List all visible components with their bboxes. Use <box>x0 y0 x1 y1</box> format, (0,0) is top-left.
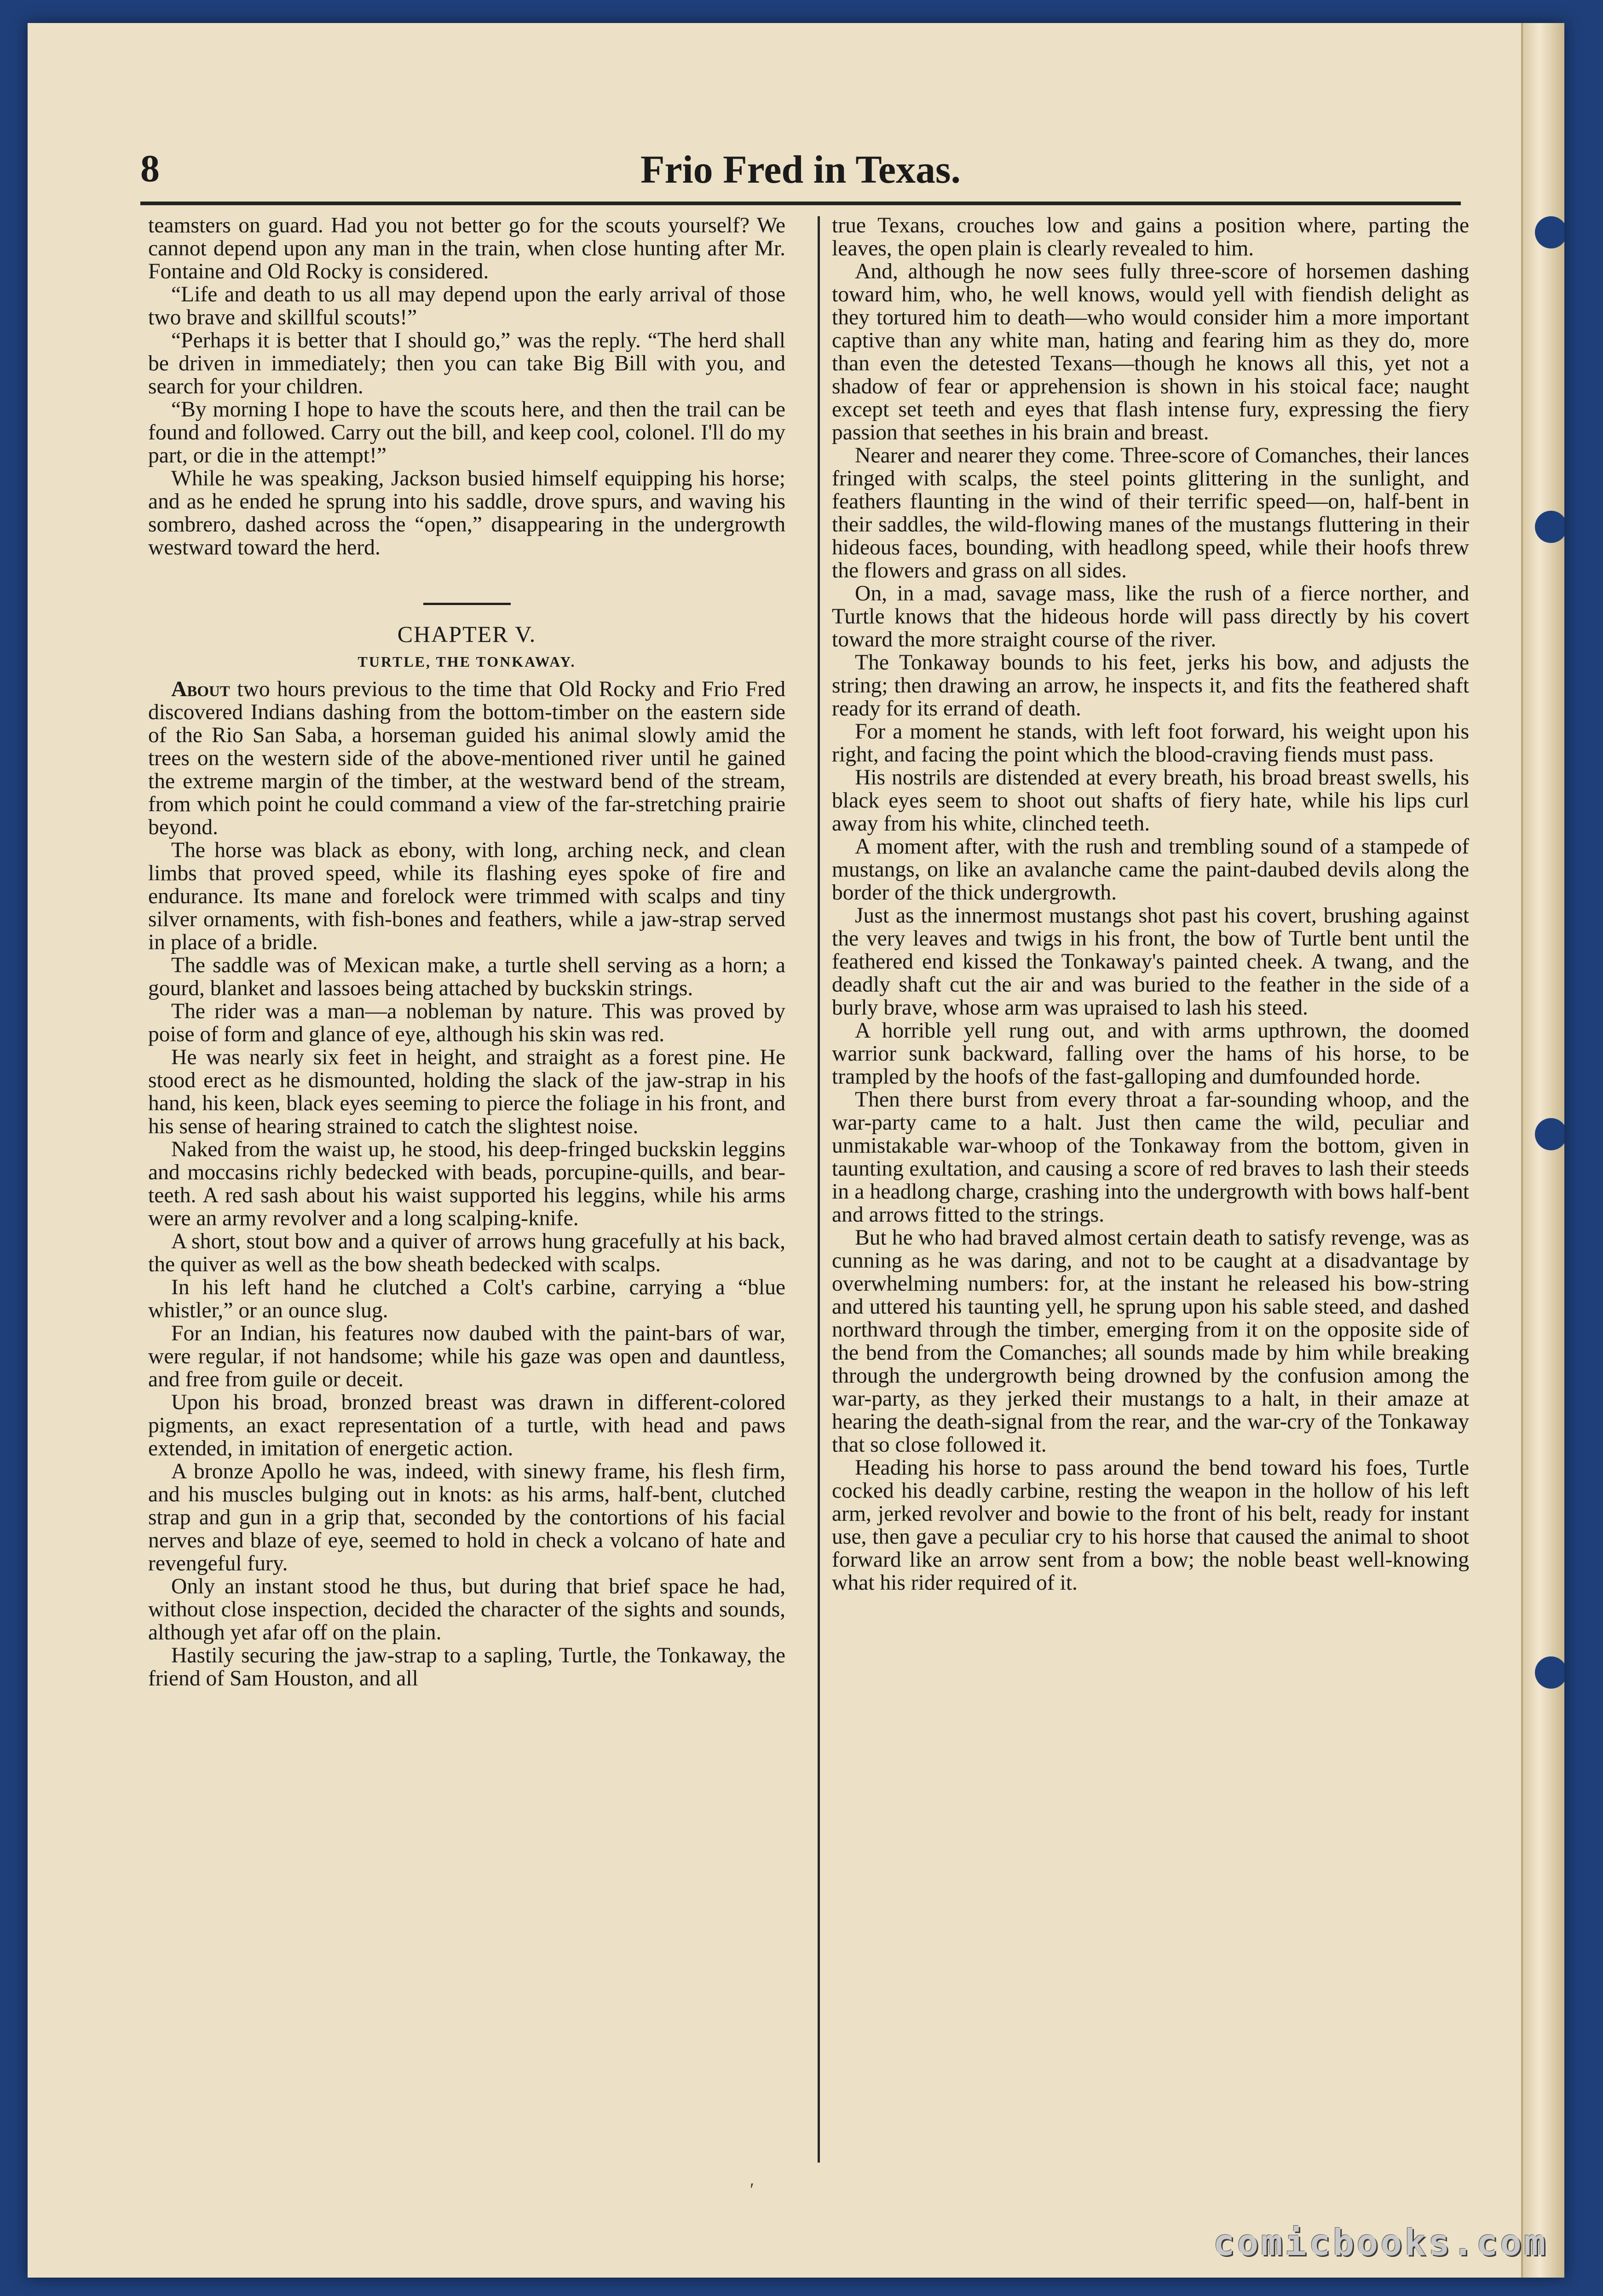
page-binding <box>1521 23 1564 2278</box>
paragraph: He was nearly six feet in height, and straight as a forest pine. He stood erect as he dismounted, holding the slack of the jaw-strap in his hand, his keen, black eyes seeming to pierce the foliage in his front, and his sense of hearing strained to catch the slightest noise. <box>148 1045 785 1138</box>
paragraph: The horse was black as ebony, with long, arching neck, and clean limbs that proved speed, while its flashing eyes spoke of fire and endurance. Its mane and forelock were trimmed with scalps and tiny silver ornaments, with fish-bones and feathers, while a jaw-strap served in place of a bridle. <box>148 838 785 954</box>
paragraph: Then there burst from every throat a far-sounding whoop, and the war-party came to a halt. Just then came the wild, peculiar and unmistakable war-whoop of the Tonkaway from the bottom, given in taunting exultation, and causing a score of red braves to lash their steeds in a headlong charge, crashing into the undergrowth with bows half-bent and arrows fitted to the strings. <box>832 1088 1469 1227</box>
stitch-mark <box>1535 1118 1564 1150</box>
stitch-mark <box>1535 216 1564 248</box>
paragraph: A short, stout bow and a quiver of arrows hung gracefully at his back, the quiver as well as the bow sheath bedecked with scalps. <box>148 1229 785 1276</box>
stitch-mark <box>1535 1656 1564 1689</box>
column-divider <box>818 216 820 2163</box>
stitch-mark <box>1535 511 1564 543</box>
paragraph: A horrible yell rung out, and with arms upthrown, the doomed warrior sunk backward, falling over the hams of his horse, to be trampled by the hoofs of the fast-galloping and dumfounded horde. <box>832 1019 1469 1089</box>
paragraph: Only an instant stood he thus, but during that brief space he had, without close inspection, decided the character of the sights and sounds, although yet afar off on the plain. <box>148 1575 785 1644</box>
paragraph: true Texans, crouches low and gains a position where, parting the leaves, the open plain is clearly revealed to him. <box>832 214 1469 260</box>
paragraph: teamsters on guard. Had you not better go for the scouts yourself? We cannot depend upon any man in the train, when close hunting after Mr. Fontaine and Old Rocky is considered. <box>148 214 785 283</box>
site-watermark: comicbooks.com <box>1213 2222 1548 2264</box>
page-header <box>140 146 1461 197</box>
paragraph: The saddle was of Mexican make, a turtle shell serving as a horn; a gourd, blanket and lassoes being attached by buckskin strings. <box>148 953 785 1000</box>
paragraph: And, although he now sees fully three-score of horsemen dashing toward him, who, he well knows, would yell with fiendish delight as they tortured him to death—who would consider him a more important captive than any white man, hating and fearing him as they do, more than even the detested Texans—though he knows all this, yet not a shadow of fear or apprehension is shown in his stoical face; naught except set teeth and eyes that flash intense fury, expressing the fiery passion that seethes in his brain and breast. <box>832 260 1469 444</box>
paragraph: Heading his horse to pass around the bend toward his foes, Turtle cocked his deadly carbine, resting the weapon in the hollow of his left arm, jerked revolver and bowie to the front of his belt, ready for instant use, then gave a peculiar cry to his horse that caused the animal to shoot forward like an arrow sent from a bow; the noble beast well-knowing what his rider required of it. <box>832 1456 1469 1595</box>
header-rule <box>140 202 1461 205</box>
paragraph: “By morning I hope to have the scouts here, and then the trail can be found and followed. Carry out the bill, and keep cool, colonel. I'll do my part, or die in the attempt!” <box>148 398 785 467</box>
chapter-divider <box>423 603 511 605</box>
paragraph: “Perhaps it is better that I should go,” was the reply. “The herd shall be driven in immediately; then you can take Big Bill with you, and search for your children. <box>148 329 785 398</box>
paragraph: Hastily securing the jaw-strap to a sapling, Turtle, the Tonkaway, the friend of Sam Houston, and all <box>148 1644 785 1690</box>
paragraph: For a moment he stands, with left foot forward, his weight upon his right, and facing the point which the blood-craving fiends must pass. <box>832 720 1469 767</box>
chapter-subtitle: TURTLE, THE TONKAWAY. <box>358 653 576 670</box>
printer-mark: ′ <box>750 2179 754 2200</box>
paragraph: But he who had braved almost certain death to satisfy revenge, was as cunning as he was daring, and not to be caught at a disadvantage by overwhelming numbers: for, at the instant he released his bow-string and uttered his taunting yell, he sprung upon his sable steed, and dashed northward through the timber, emerging from it on the opposite side of the bend from the Comanches; all sounds made by him while breaking through the undergrowth being drowned by the confusion among the war-party, as they jerked their mustangs to a halt, in their amaze at hearing the death-signal from the rear, and the war-cry of the Tonkaway that so close followed it. <box>832 1226 1469 1457</box>
paragraph: While he was speaking, Jackson busied himself equipping his horse; and as he ended he sprung into his saddle, drove spurs, and waving his sombrero, dashed across the “open,” disappearing in the undergrowth westward toward the herd. <box>148 467 785 560</box>
paragraph: The rider was a man—a nobleman by nature. This was proved by poise of form and glance of eye, although his skin was red. <box>148 999 785 1046</box>
left-column <box>148 214 785 2169</box>
page-number: 8 <box>140 147 160 190</box>
paragraph: Just as the innermost mustangs shot past his covert, brushing against the very leaves and twigs in his front, the bow of Turtle bent until the feathered end kissed the Tonkaway's painted cheek. A twang, and the deadly shaft cut the air and was buried to the feather in the side of a burly brave, whose arm was upraised to lash his steed. <box>832 904 1469 1020</box>
paragraph: Nearer and nearer they come. Three-score of Comanches, their lances fringed with scalps, the steel points glittering in the sunlight, and feathers flaunting in the wind of their terrific speed—on, half-bent in their saddles, the wild-flowing manes of the mustangs fluttering in their hideous faces, bounding, with headlong speed, while their hoofs threw the flowers and grass on all sides. <box>832 444 1469 583</box>
paragraph-text: two hours previous to the time that Old Rocky and Frio Fred discovered Indians dashing from the bottom-timber on the eastern side of the Rio San Saba, a horseman guided his animal slowly amid the trees on the western side of the above-mentioned river until he gained the extreme margin of the timber, at the westward bend of the stream, from which point he could command a view of the far-stretching prairie beyond. <box>148 677 785 839</box>
paragraph: For an Indian, his features now daubed with the paint-bars of war, were regular, if not handsome; while his gaze was open and dauntless, and free from guile or deceit. <box>148 1321 785 1391</box>
drop-lead-word: About <box>171 677 230 701</box>
right-column <box>832 214 1469 2169</box>
paragraph: Naked from the waist up, he stood, his deep-fringed buckskin leggins and moccasins richly bedecked with beads, porcupine-quills, and bear-teeth. A red sash about his waist supported his leggins, while his arms were an army revolver and a long scalping-knife. <box>148 1137 785 1230</box>
paragraph: A bronze Apollo he was, indeed, with sinewy frame, his flesh firm, and his muscles bulging out in knots: as his arms, half-bent, clutched strap and gun in a grip that, seconded by the contortions of his facial nerves and blaze of eye, seemed to hold in check a volcano of hate and revengeful fury. <box>148 1460 785 1575</box>
chapter-heading: CHAPTER V. <box>397 621 536 647</box>
paragraph: A moment after, with the rush and trembling sound of a stampede of mustangs, on like an avalanche came the paint-daubed devils along the border of the thick undergrowth. <box>832 835 1469 905</box>
paragraph: “Life and death to us all may depend upon the early arrival of those two brave and skillful scouts!” <box>148 283 785 329</box>
paragraph: The Tonkaway bounds to his feet, jerks his bow, and adjusts the string; then drawing an arrow, he inspects it, and fits the feathered shaft ready for its errand of death. <box>832 651 1469 721</box>
paragraph: His nostrils are distended at every breath, his broad breast swells, his black eyes seem to shoot out shafts of fiery hate, while his lips curl away from his white, clinched teeth. <box>832 766 1469 836</box>
paragraph: In his left hand he clutched a Colt's carbine, carrying a “blue whistler,” or an ounce slug. <box>148 1275 785 1322</box>
chapter-opening-paragraph <box>148 678 785 839</box>
paragraph: On, in a mad, savage mass, like the rush of a fierce norther, and Turtle knows that the hideous horde will pass directly by his covert toward the more straight course of the river. <box>832 582 1469 652</box>
running-title: Frio Fred in Texas. <box>640 147 961 191</box>
paragraph: Upon his broad, bronzed breast was drawn in different-colored pigments, an exact representation of a turtle, with head and paws extended, in imitation of energetic action. <box>148 1390 785 1460</box>
